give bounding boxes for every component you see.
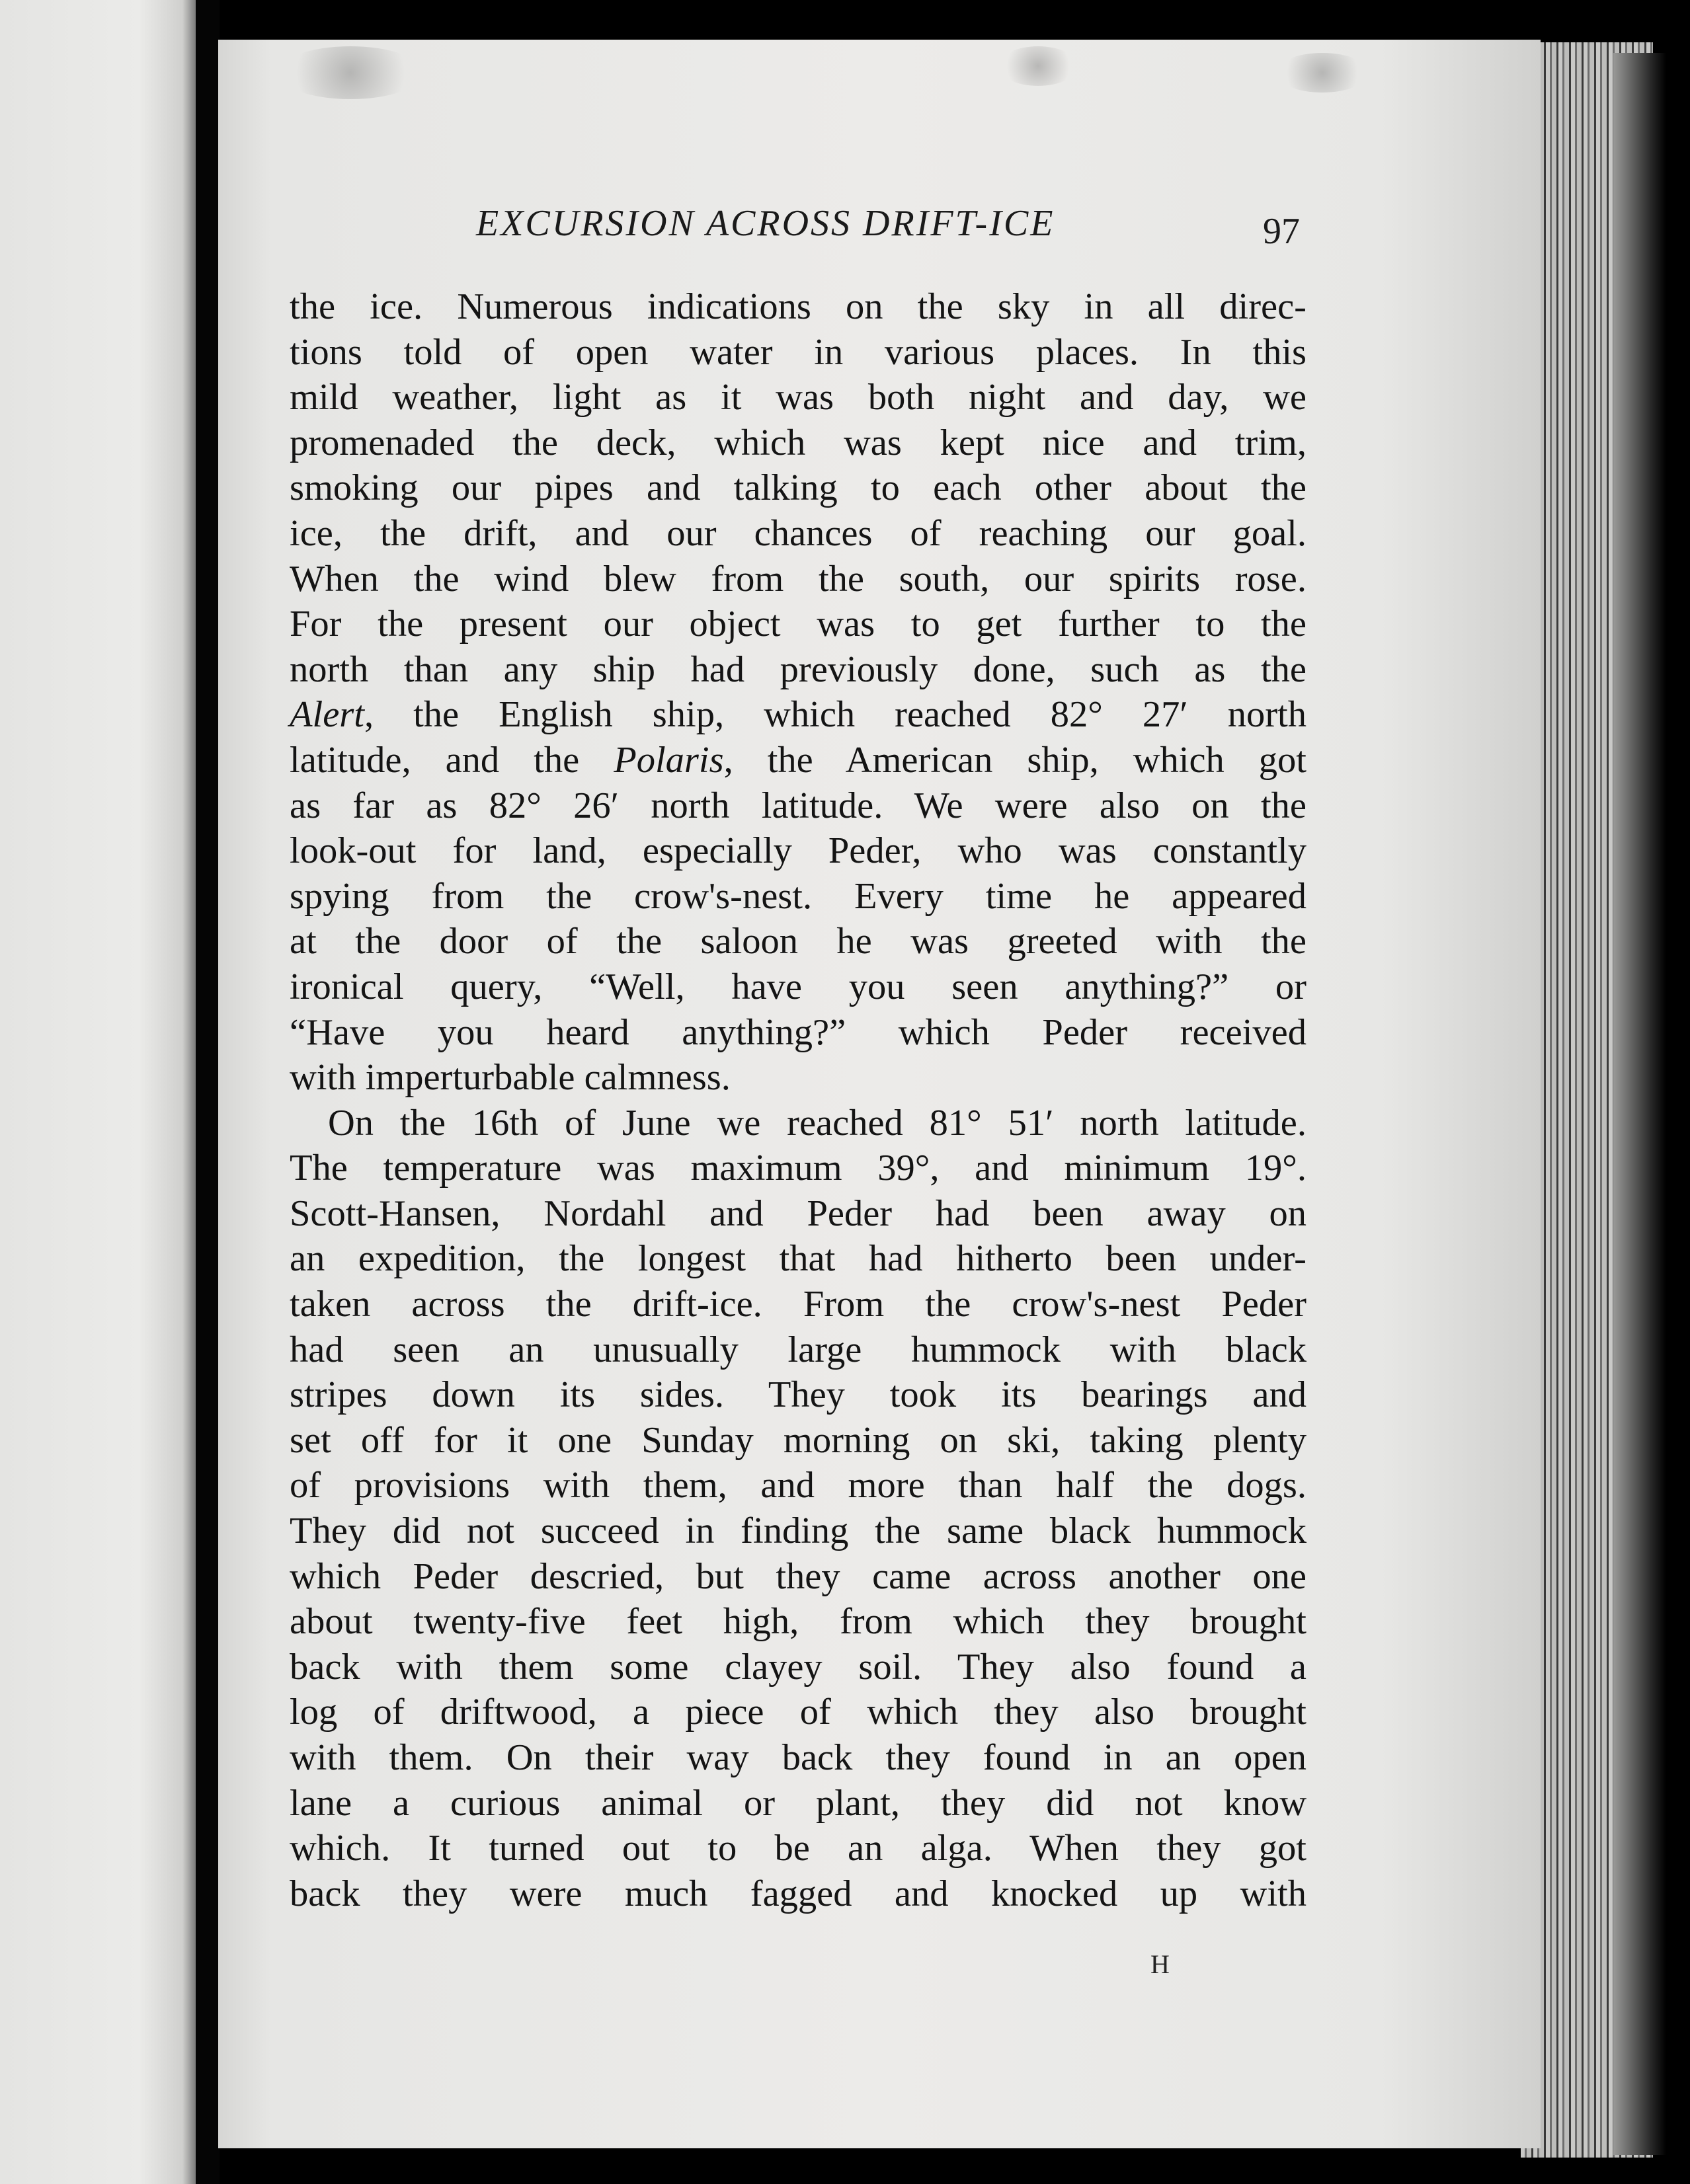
text-line: an expedition, the longest that had hitherto been under-: [290, 1238, 1307, 1280]
text-line: latitude, and the Polaris, the American ship, which got: [290, 739, 1307, 781]
text-line: When the wind blew from the south, our spirits rose.: [290, 558, 1307, 600]
page-smudge: [998, 46, 1078, 86]
text-line: mild weather, light as it was both night and day, we: [290, 377, 1307, 418]
text-line: spying from the crow's-nest. Every time he appeared: [290, 875, 1307, 917]
page-smudge: [1276, 53, 1369, 93]
text-line: at the door of the saloon he was greeted with the: [290, 921, 1307, 962]
text-line: set off for it one Sunday morning on ski, taking plenty: [290, 1419, 1307, 1461]
text-line: stripes down its sides. They took its bearings and: [290, 1374, 1307, 1416]
text-line: look-out for land, especially Peder, who was constantly: [290, 830, 1307, 872]
text-line: ice, the drift, and our chances of reaching our goal.: [290, 512, 1307, 554]
text-line: ironical query, “Well, have you seen anything?” or: [290, 966, 1307, 1007]
signature-mark: H: [1150, 1949, 1170, 1979]
page-number: 97: [1263, 211, 1300, 252]
text-line: tions told of open water in various places. In this: [290, 331, 1307, 373]
text-line: log of driftwood, a piece of which they also brought: [290, 1692, 1307, 1733]
text-line: which Peder descried, but they came across another one: [290, 1555, 1307, 1597]
running-head: EXCURSION ACROSS DRIFT-ICE: [476, 203, 1055, 244]
text-line-paragraph-start: On the 16th of June we reached 81° 51′ north latitude.: [328, 1102, 1307, 1144]
text-line: Alert, the English ship, which reached 82° 27′ north: [290, 694, 1307, 736]
text-line: back they were much fagged and knocked up with: [290, 1873, 1307, 1914]
text-line: “Have you heard anything?” which Peder received: [290, 1011, 1307, 1053]
text-line: north than any ship had previously done, such as the: [290, 648, 1307, 690]
text-line: the ice. Numerous indications on the sky in all direc-: [290, 286, 1307, 327]
text-line: about twenty-five feet high, from which they brought: [290, 1601, 1307, 1643]
body-text: [290, 284, 1307, 1916]
text-line: lane a curious animal or plant, they did not know: [290, 1782, 1307, 1824]
page-smudge: [278, 46, 423, 99]
text-line: which. It turned out to be an alga. When they got: [290, 1828, 1307, 1869]
text-line: They did not succeed in finding the same black hummock: [290, 1510, 1307, 1552]
text-line: had seen an unusually large hummock with black: [290, 1329, 1307, 1370]
text-line: smoking our pipes and talking to each other about the: [290, 467, 1307, 509]
text-line: For the present our object was to get further to the: [290, 604, 1307, 645]
ship-name: Polaris: [614, 739, 724, 781]
text-line: back with them some clayey soil. They also found a: [290, 1646, 1307, 1688]
text-line: promenaded the deck, which was kept nice and trim,: [290, 422, 1307, 463]
text-line: as far as 82° 26′ north latitude. We were also on the: [290, 785, 1307, 826]
text-line: taken across the drift-ice. From the crow's-nest Peder: [290, 1284, 1307, 1325]
ship-name: Alert: [290, 694, 364, 736]
text-line-paragraph-end: with imperturbable calmness.: [290, 1057, 731, 1099]
text-line: of provisions with them, and more than half the dogs.: [290, 1465, 1307, 1506]
text-line: with them. On their way back they found in an open: [290, 1737, 1307, 1778]
page-edges-shadow: [1613, 53, 1666, 2155]
left-page-blank: [0, 0, 198, 2184]
text-line: Scott-Hansen, Nordahl and Peder had been away on: [290, 1192, 1307, 1234]
text-line: The temperature was maximum 39°, and minimum 19°.: [290, 1148, 1307, 1189]
book-gutter: [196, 0, 220, 2184]
